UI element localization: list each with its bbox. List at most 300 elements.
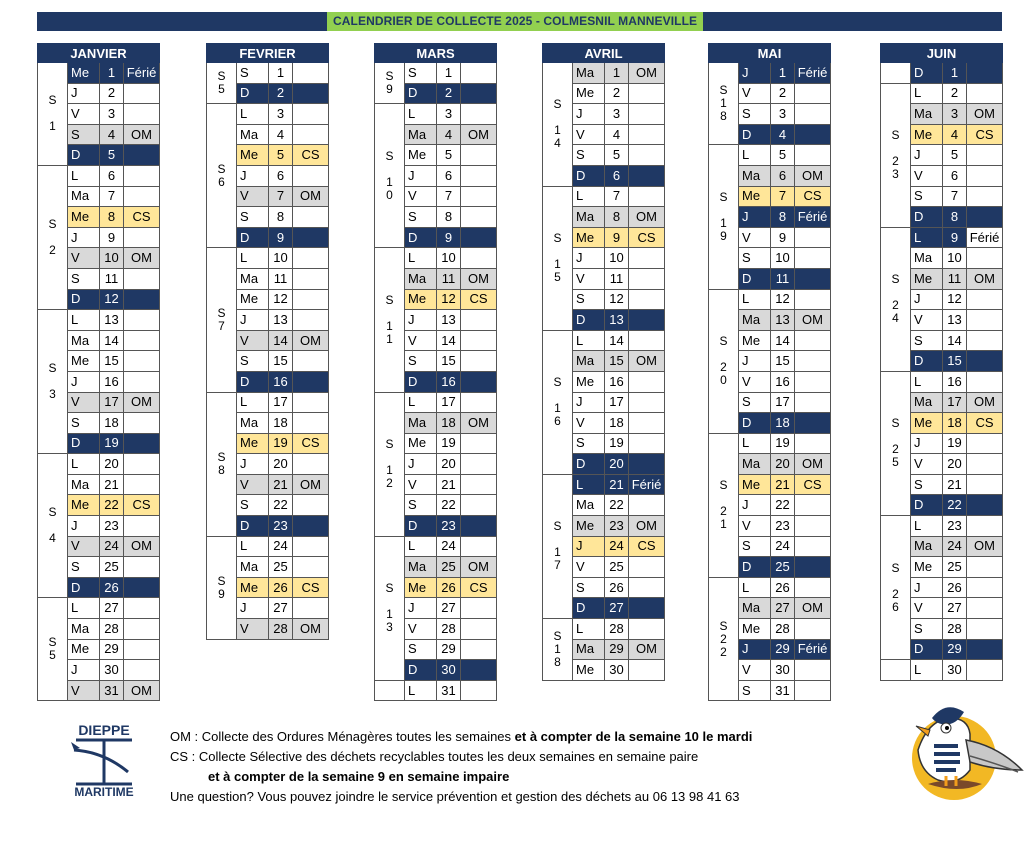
collection-type	[795, 557, 831, 578]
day-name: D	[237, 516, 269, 537]
collection-type: OM	[795, 165, 831, 186]
day-row	[543, 619, 665, 640]
day-number: 26	[771, 577, 795, 598]
collection-type: OM	[124, 392, 160, 413]
collection-type	[461, 371, 497, 392]
day-number: 16	[269, 371, 293, 392]
collection-type: CS	[461, 577, 497, 598]
day-row	[375, 63, 497, 84]
day-name: J	[405, 310, 437, 331]
day-name: Ma	[68, 619, 100, 640]
week-label	[881, 660, 911, 681]
collection-type	[967, 639, 1003, 660]
day-number: 20	[269, 454, 293, 475]
week-label: S 6	[207, 104, 237, 248]
day-number: 5	[100, 145, 124, 166]
day-number: 21	[437, 474, 461, 495]
day-row	[543, 63, 665, 84]
day-row	[709, 63, 831, 84]
collection-type	[967, 495, 1003, 516]
collection-type	[795, 289, 831, 310]
day-name: L	[573, 330, 605, 351]
day-number: 10	[771, 248, 795, 269]
week-label: S 2 5	[881, 371, 911, 515]
day-name: Me	[573, 371, 605, 392]
day-number: 23	[943, 516, 967, 537]
day-row	[375, 392, 497, 413]
day-name: Me	[739, 619, 771, 640]
day-number: 8	[437, 207, 461, 228]
collection-type	[967, 516, 1003, 537]
day-number: 25	[771, 557, 795, 578]
day-name: L	[911, 83, 943, 104]
collection-type	[461, 639, 497, 660]
collection-type	[124, 619, 160, 640]
collection-type: CS	[124, 207, 160, 228]
day-name: L	[739, 577, 771, 598]
collection-type: OM	[461, 557, 497, 578]
week-label: S 3	[38, 310, 68, 454]
day-number: 11	[605, 268, 629, 289]
collection-type	[293, 289, 329, 310]
day-number: 5	[437, 145, 461, 166]
day-number: 11	[943, 268, 967, 289]
collection-type	[293, 227, 329, 248]
week-label: S 2 3	[881, 83, 911, 227]
day-number: 25	[269, 557, 293, 578]
legend-om: OM : Collecte des Ordures Ménagères toutes les semaines et à compter de la semaine 10 le mardi	[170, 729, 753, 744]
day-number: 28	[771, 619, 795, 640]
collection-type	[967, 310, 1003, 331]
day-number: 27	[100, 598, 124, 619]
week-label	[881, 63, 911, 84]
day-name: Me	[68, 63, 100, 84]
day-name: V	[68, 104, 100, 125]
day-number: 6	[771, 165, 795, 186]
day-number: 19	[771, 433, 795, 454]
dieppe-maritime-logo	[68, 722, 140, 798]
day-number: 22	[943, 495, 967, 516]
day-number: 4	[437, 124, 461, 145]
collection-type	[124, 83, 160, 104]
day-number: 7	[437, 186, 461, 207]
day-name: S	[68, 557, 100, 578]
day-name: D	[739, 124, 771, 145]
day-number: 29	[100, 639, 124, 660]
day-name: V	[68, 248, 100, 269]
day-number: 27	[605, 598, 629, 619]
collection-type	[967, 598, 1003, 619]
collection-type	[293, 63, 329, 84]
week-label: S 4	[38, 454, 68, 598]
collection-type	[967, 351, 1003, 372]
day-number: 23	[605, 516, 629, 537]
day-name: V	[68, 392, 100, 413]
collection-type	[967, 289, 1003, 310]
day-name: D	[405, 83, 437, 104]
day-number: 28	[605, 619, 629, 640]
day-name: V	[405, 330, 437, 351]
collection-type	[124, 186, 160, 207]
day-number: 2	[605, 83, 629, 104]
day-name: V	[405, 619, 437, 640]
day-row	[375, 536, 497, 557]
day-name: V	[237, 474, 269, 495]
day-name: Ma	[573, 207, 605, 228]
day-name: V	[911, 165, 943, 186]
day-number: 6	[943, 165, 967, 186]
collection-type	[293, 351, 329, 372]
collection-type: OM	[967, 536, 1003, 557]
day-name: S	[573, 577, 605, 598]
collection-type	[967, 557, 1003, 578]
day-name: V	[739, 371, 771, 392]
day-name: Me	[739, 186, 771, 207]
day-name: V	[237, 619, 269, 640]
collection-type	[795, 392, 831, 413]
day-number: 17	[100, 392, 124, 413]
month-mars	[374, 43, 497, 701]
day-number: 17	[943, 392, 967, 413]
day-name: Me	[911, 124, 943, 145]
day-number: 2	[100, 83, 124, 104]
day-number: 11	[100, 268, 124, 289]
collection-type	[293, 207, 329, 228]
collection-type	[124, 310, 160, 331]
day-name: J	[911, 145, 943, 166]
collection-type	[629, 124, 665, 145]
day-name: J	[68, 371, 100, 392]
collection-type	[124, 433, 160, 454]
day-number: 16	[771, 371, 795, 392]
day-name: L	[68, 165, 100, 186]
day-name: Ma	[573, 495, 605, 516]
day-number: 16	[943, 371, 967, 392]
day-number: 6	[605, 165, 629, 186]
collection-type: CS	[795, 186, 831, 207]
day-number: 28	[269, 619, 293, 640]
collection-type: OM	[629, 351, 665, 372]
day-name: J	[739, 63, 771, 84]
day-name: S	[405, 63, 437, 84]
collection-type	[629, 310, 665, 331]
day-name: Ma	[405, 413, 437, 434]
day-name: Me	[68, 495, 100, 516]
day-name: S	[739, 680, 771, 701]
day-name: L	[911, 660, 943, 681]
day-number: 30	[943, 660, 967, 681]
collection-type	[461, 351, 497, 372]
day-name: Me	[237, 433, 269, 454]
day-number: 20	[771, 454, 795, 475]
collection-type	[293, 104, 329, 125]
day-name: J	[573, 392, 605, 413]
collection-type	[967, 454, 1003, 475]
collection-type	[629, 165, 665, 186]
day-number: 21	[100, 474, 124, 495]
day-number: 8	[269, 207, 293, 228]
day-number: 4	[605, 124, 629, 145]
day-name: Ma	[911, 104, 943, 125]
day-number: 16	[605, 371, 629, 392]
collection-type	[967, 330, 1003, 351]
day-number: 23	[771, 516, 795, 537]
day-row	[543, 474, 665, 495]
day-name: Ma	[739, 310, 771, 331]
day-row	[881, 660, 1003, 681]
collection-type	[124, 454, 160, 475]
collection-type	[124, 351, 160, 372]
day-name: D	[68, 577, 100, 598]
day-name: S	[573, 433, 605, 454]
collection-type	[124, 104, 160, 125]
day-name: S	[68, 413, 100, 434]
day-number: 18	[943, 413, 967, 434]
day-name: S	[405, 351, 437, 372]
collection-type: OM	[461, 124, 497, 145]
collection-type: OM	[293, 619, 329, 640]
day-name: D	[405, 371, 437, 392]
day-number: 24	[100, 536, 124, 557]
collection-type	[795, 577, 831, 598]
collection-type	[795, 124, 831, 145]
day-number: 6	[437, 165, 461, 186]
day-number: 27	[269, 598, 293, 619]
collection-type: CS	[293, 433, 329, 454]
day-row	[709, 433, 831, 454]
collection-type	[967, 145, 1003, 166]
day-name: D	[739, 413, 771, 434]
day-name: D	[405, 227, 437, 248]
day-name: Me	[911, 268, 943, 289]
day-row	[881, 371, 1003, 392]
collection-type: OM	[967, 268, 1003, 289]
day-name: Me	[405, 433, 437, 454]
day-number: 14	[605, 330, 629, 351]
day-number: 28	[943, 619, 967, 640]
collection-type	[795, 619, 831, 640]
collection-type	[967, 248, 1003, 269]
day-number: 5	[771, 145, 795, 166]
month-header: AVRIL	[543, 44, 665, 63]
collection-type	[629, 619, 665, 640]
day-number: 13	[605, 310, 629, 331]
collection-type	[293, 413, 329, 434]
day-number: 30	[771, 660, 795, 681]
day-name: D	[739, 557, 771, 578]
day-row	[38, 63, 160, 84]
day-name: V	[405, 186, 437, 207]
collection-type	[461, 660, 497, 681]
collection-type	[461, 392, 497, 413]
collection-type	[461, 516, 497, 537]
collection-type	[293, 454, 329, 475]
collection-type: Férié	[795, 207, 831, 228]
day-name: D	[573, 598, 605, 619]
day-number: 2	[771, 83, 795, 104]
week-label: S 7	[207, 248, 237, 392]
collection-type: Férié	[629, 474, 665, 495]
day-number: 11	[771, 268, 795, 289]
day-number: 3	[100, 104, 124, 125]
day-name: Me	[405, 289, 437, 310]
collection-type	[461, 598, 497, 619]
day-name: L	[405, 104, 437, 125]
day-number: 7	[605, 186, 629, 207]
collection-type	[461, 454, 497, 475]
collection-type	[629, 392, 665, 413]
day-name: Ma	[911, 392, 943, 413]
collection-type	[795, 351, 831, 372]
day-number: 3	[269, 104, 293, 125]
collection-type	[124, 660, 160, 681]
day-name: S	[911, 474, 943, 495]
week-label: S 1 0	[375, 104, 405, 248]
day-number: 10	[605, 248, 629, 269]
week-label: S 1 9	[709, 145, 739, 289]
day-name: D	[911, 639, 943, 660]
day-number: 15	[437, 351, 461, 372]
collection-type	[124, 557, 160, 578]
day-number: 23	[100, 516, 124, 537]
collection-type	[293, 557, 329, 578]
collection-type	[293, 248, 329, 269]
day-number: 26	[269, 577, 293, 598]
day-name: S	[911, 330, 943, 351]
day-row	[375, 104, 497, 125]
week-label: S 8	[207, 392, 237, 536]
collection-type: CS	[967, 124, 1003, 145]
day-number: 26	[943, 577, 967, 598]
collection-type: CS	[293, 145, 329, 166]
collection-type: OM	[795, 598, 831, 619]
day-number: 22	[100, 495, 124, 516]
collection-type	[795, 536, 831, 557]
collection-type	[629, 289, 665, 310]
day-name: L	[405, 392, 437, 413]
day-name: S	[405, 207, 437, 228]
collection-type	[629, 660, 665, 681]
day-name: S	[739, 104, 771, 125]
day-name: L	[68, 454, 100, 475]
day-name: Ma	[405, 268, 437, 289]
day-name: Me	[573, 660, 605, 681]
day-name: Me	[405, 577, 437, 598]
day-number: 15	[771, 351, 795, 372]
day-name: J	[237, 454, 269, 475]
collection-type	[461, 248, 497, 269]
day-name: Me	[68, 351, 100, 372]
day-number: 5	[269, 145, 293, 166]
month-header: FEVRIER	[207, 44, 329, 63]
day-name: Ma	[237, 124, 269, 145]
day-number: 27	[437, 598, 461, 619]
collection-type	[795, 495, 831, 516]
collection-type	[124, 413, 160, 434]
day-number: 7	[771, 186, 795, 207]
day-number: 28	[437, 619, 461, 640]
collection-type	[293, 268, 329, 289]
day-number: 3	[771, 104, 795, 125]
day-name: J	[68, 83, 100, 104]
day-name: Me	[573, 516, 605, 537]
day-number: 21	[943, 474, 967, 495]
day-number: 20	[943, 454, 967, 475]
collection-type: OM	[795, 454, 831, 475]
collection-type	[795, 660, 831, 681]
day-name: V	[68, 536, 100, 557]
collection-type	[967, 186, 1003, 207]
day-number: 9	[437, 227, 461, 248]
day-name: L	[68, 598, 100, 619]
day-number: 8	[605, 207, 629, 228]
day-name: L	[739, 433, 771, 454]
day-number: 24	[269, 536, 293, 557]
day-number: 13	[943, 310, 967, 331]
day-number: 14	[437, 330, 461, 351]
day-number: 22	[437, 495, 461, 516]
day-number: 19	[269, 433, 293, 454]
day-number: 17	[269, 392, 293, 413]
day-name: D	[68, 145, 100, 166]
day-name: D	[911, 63, 943, 84]
collection-type	[461, 104, 497, 125]
page-title: CALENDRIER DE COLLECTE 2025 - COLMESNIL MANNEVILLE	[327, 12, 703, 31]
day-row	[709, 145, 831, 166]
day-name: Me	[68, 207, 100, 228]
day-number: 29	[605, 639, 629, 660]
day-name: Me	[237, 145, 269, 166]
day-number: 2	[943, 83, 967, 104]
collection-type	[124, 227, 160, 248]
day-name: J	[237, 310, 269, 331]
day-name: Ma	[237, 557, 269, 578]
day-number: 11	[269, 268, 293, 289]
day-name: Ma	[573, 351, 605, 372]
day-name: J	[237, 598, 269, 619]
collection-type	[124, 145, 160, 166]
week-label: S 2 2	[709, 577, 739, 701]
day-name: L	[237, 104, 269, 125]
day-name: L	[405, 536, 437, 557]
day-name: S	[237, 207, 269, 228]
day-name: D	[739, 268, 771, 289]
collection-type	[293, 371, 329, 392]
collection-type	[629, 268, 665, 289]
day-name: Ma	[68, 474, 100, 495]
day-number: 12	[605, 289, 629, 310]
day-number: 12	[943, 289, 967, 310]
day-row	[881, 63, 1003, 84]
day-number: 7	[943, 186, 967, 207]
collection-type	[795, 371, 831, 392]
collection-type	[293, 516, 329, 537]
week-label: S 9	[207, 536, 237, 639]
day-name: Ma	[573, 639, 605, 660]
day-row	[38, 454, 160, 475]
day-name: V	[911, 310, 943, 331]
day-number: 29	[771, 639, 795, 660]
collection-type	[124, 577, 160, 598]
day-number: 31	[100, 680, 124, 701]
collection-type: Férié	[967, 227, 1003, 248]
collection-type: OM	[967, 392, 1003, 413]
day-name: Me	[739, 330, 771, 351]
day-name: S	[237, 63, 269, 84]
day-name: L	[739, 145, 771, 166]
day-number: 24	[771, 536, 795, 557]
day-number: 15	[605, 351, 629, 372]
